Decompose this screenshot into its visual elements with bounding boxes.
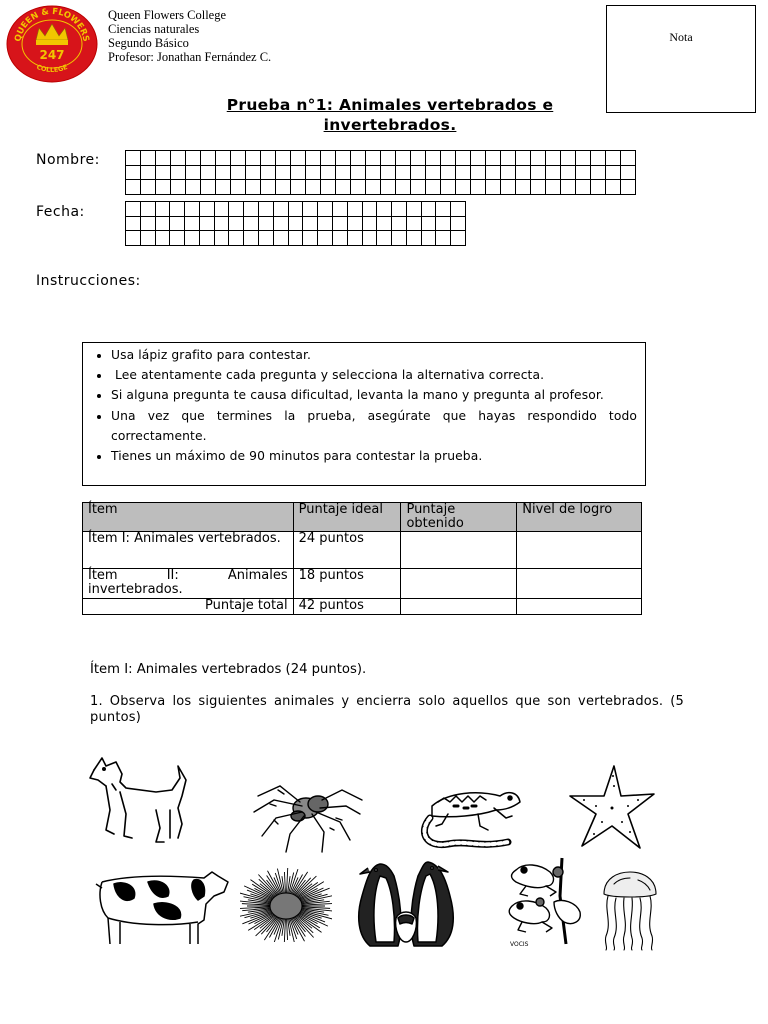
grid-cell[interactable] (381, 180, 396, 195)
subject: Ciencias naturales (108, 22, 200, 36)
grid-cell[interactable] (231, 151, 246, 166)
grid-cell[interactable] (289, 231, 304, 246)
instruction-item: • Tienes un máximo de 90 minutos para contestar la prueba. (111, 446, 637, 466)
grid-cell[interactable] (126, 231, 141, 246)
grid-cell[interactable] (156, 217, 171, 232)
grid-cell[interactable] (318, 231, 333, 246)
grid-cell[interactable] (451, 231, 466, 246)
row-obtained-cell[interactable] (401, 569, 517, 599)
grid-cell[interactable] (546, 180, 561, 195)
row-ideal: 18 puntos (293, 569, 401, 599)
table-row (83, 532, 642, 569)
total-label: Puntaje total (83, 599, 294, 615)
grid-cell[interactable] (141, 151, 156, 166)
grid-cell[interactable] (306, 180, 321, 195)
grid-cell[interactable] (456, 166, 471, 181)
row-item: Ítem I: Animales vertebrados. (83, 532, 294, 569)
grid-cell[interactable] (561, 166, 576, 181)
lizard-image[interactable] (408, 778, 532, 854)
row-obtained-cell[interactable] (401, 532, 517, 569)
header-level: Nivel de logro (517, 503, 642, 532)
grid-cell[interactable] (216, 151, 231, 166)
grid-cell[interactable] (561, 180, 576, 195)
sea-urchin-image[interactable] (240, 866, 332, 942)
table-row (83, 569, 642, 599)
row-level-cell[interactable] (517, 532, 642, 569)
grid-cell[interactable] (576, 151, 591, 166)
grid-cell[interactable] (407, 231, 422, 246)
grid-cell[interactable] (215, 202, 230, 217)
grid-cell[interactable] (451, 217, 466, 232)
grid-cell[interactable] (156, 180, 171, 195)
logo-text-top: QUEEN & FLOWERS (13, 6, 91, 43)
grade-level: Segundo Básico (108, 36, 189, 50)
grid-cell[interactable] (546, 151, 561, 166)
score-table (82, 502, 642, 615)
grid-cell[interactable] (396, 166, 411, 181)
grid-cell[interactable] (348, 217, 363, 232)
grid-cell[interactable] (185, 231, 200, 246)
grid-cell[interactable] (229, 202, 244, 217)
grid-cell[interactable] (215, 217, 230, 232)
grid-cell[interactable] (274, 217, 289, 232)
grid-cell[interactable] (381, 166, 396, 181)
grid-cell[interactable] (201, 180, 216, 195)
grid-cell[interactable] (351, 166, 366, 181)
grid-cell[interactable] (392, 217, 407, 232)
grid-cell[interactable] (171, 166, 186, 181)
grid-cell[interactable] (377, 217, 392, 232)
grid-cell[interactable] (501, 151, 516, 166)
instructions-box (82, 342, 646, 486)
grid-cell[interactable] (306, 166, 321, 181)
grid-cell[interactable] (261, 166, 276, 181)
grid-cell[interactable] (291, 166, 306, 181)
grid-cell[interactable] (351, 180, 366, 195)
grid-cell[interactable] (363, 217, 378, 232)
grid-cell[interactable] (246, 151, 261, 166)
grid-cell[interactable] (246, 166, 261, 181)
grid-cell[interactable] (291, 180, 306, 195)
grid-cell[interactable] (333, 231, 348, 246)
drawing-signature: VOCIS (510, 941, 529, 948)
grid-cell[interactable] (336, 180, 351, 195)
grid-cell[interactable] (336, 151, 351, 166)
grid-cell[interactable] (348, 231, 363, 246)
grid-cell[interactable] (333, 217, 348, 232)
header-ideal: Puntaje ideal (293, 503, 401, 532)
grid-cell[interactable] (576, 166, 591, 181)
grid-cell[interactable] (366, 166, 381, 181)
grid-cell[interactable] (170, 217, 185, 232)
grid-cell[interactable] (441, 180, 456, 195)
grid-cell[interactable] (407, 217, 422, 232)
grid-cell[interactable] (426, 166, 441, 181)
starfish-image[interactable] (566, 762, 658, 854)
page-title (150, 95, 630, 135)
grid-cell[interactable] (396, 180, 411, 195)
penguins-image[interactable] (350, 856, 464, 952)
grid-cell[interactable] (516, 166, 531, 181)
grid-cell[interactable] (606, 180, 621, 195)
grid-cell[interactable] (392, 202, 407, 217)
table-header-row (83, 503, 642, 532)
grid-cell[interactable] (261, 180, 276, 195)
college-logo (6, 4, 98, 84)
school-name: Queen Flowers College (108, 8, 227, 22)
grid-cell[interactable] (244, 217, 259, 232)
spider-image[interactable] (250, 778, 366, 856)
grid-cell[interactable] (216, 180, 231, 195)
grid-cell[interactable] (377, 231, 392, 246)
grid-cell[interactable] (126, 180, 141, 195)
grid-cell[interactable] (396, 151, 411, 166)
grid-cell[interactable] (303, 231, 318, 246)
date-input-grid[interactable] (125, 201, 466, 246)
instruction-item: • Usa lápiz grafito para contestar. (111, 345, 637, 365)
grid-cell[interactable] (231, 166, 246, 181)
grid-cell[interactable] (246, 180, 261, 195)
grid-cell[interactable] (141, 231, 156, 246)
grid-cell[interactable] (274, 202, 289, 217)
grid-cell[interactable] (156, 166, 171, 181)
grid-cell[interactable] (186, 180, 201, 195)
grid-cell[interactable] (486, 151, 501, 166)
grid-cell[interactable] (501, 180, 516, 195)
name-input-grid[interactable] (125, 150, 636, 195)
grid-cell[interactable] (156, 231, 171, 246)
grid-cell[interactable] (231, 180, 246, 195)
grid-cell[interactable] (216, 166, 231, 181)
grid-cell[interactable] (185, 202, 200, 217)
grid-cell[interactable] (606, 166, 621, 181)
grid-cell[interactable] (306, 151, 321, 166)
header-obtained: Puntaje obtenido (401, 503, 517, 532)
grid-cell[interactable] (185, 217, 200, 232)
grid-cell[interactable] (321, 166, 336, 181)
grid-cell[interactable] (291, 151, 306, 166)
grid-cell[interactable] (591, 180, 606, 195)
grid-cell[interactable] (244, 202, 259, 217)
grid-cell[interactable] (471, 151, 486, 166)
cow-image[interactable] (94, 864, 232, 948)
instruction-item: • Lee atentamente cada pregunta y selecciona la alternativa correcta. (111, 365, 637, 385)
grid-cell[interactable] (422, 231, 437, 246)
logo-number: 247 (39, 48, 65, 62)
instructions-label: Instrucciones: (36, 273, 141, 289)
grid-cell[interactable] (591, 166, 606, 181)
grid-cell[interactable] (576, 180, 591, 195)
grid-cell[interactable] (411, 166, 426, 181)
grid-cell[interactable] (366, 180, 381, 195)
grid-cell[interactable] (303, 202, 318, 217)
grid-cell[interactable] (591, 151, 606, 166)
grid-cell[interactable] (531, 180, 546, 195)
date-label: Fecha: (36, 204, 85, 220)
grid-cell[interactable] (318, 202, 333, 217)
header-item: Ítem (83, 503, 294, 532)
grid-cell[interactable] (126, 151, 141, 166)
grid-cell[interactable] (456, 151, 471, 166)
grid-cell[interactable] (229, 217, 244, 232)
grid-cell[interactable] (126, 166, 141, 181)
grid-cell[interactable] (486, 166, 501, 181)
teacher: Profesor: Jonathan Fernández C. (108, 50, 272, 64)
grid-cell[interactable] (200, 202, 215, 217)
grid-cell[interactable] (456, 180, 471, 195)
grid-cell[interactable] (441, 166, 456, 181)
grid-cell[interactable] (436, 202, 451, 217)
grid-cell[interactable] (366, 151, 381, 166)
grid-cell[interactable] (486, 180, 501, 195)
grid-cell[interactable] (170, 202, 185, 217)
grid-cell[interactable] (141, 202, 156, 217)
grid-cell[interactable] (348, 202, 363, 217)
grid-cell[interactable] (441, 151, 456, 166)
grid-cell[interactable] (377, 202, 392, 217)
grid-cell[interactable] (422, 217, 437, 232)
grid-cell[interactable] (621, 151, 636, 166)
grid-cell[interactable] (436, 231, 451, 246)
total-level-cell[interactable] (517, 599, 642, 615)
grade-label: Nota (669, 30, 693, 44)
grid-cell[interactable] (259, 217, 274, 232)
grid-cell[interactable] (546, 166, 561, 181)
row-item: Ítem II: Animales invertebrados. (83, 569, 294, 599)
grid-cell[interactable] (141, 180, 156, 195)
grid-cell[interactable] (422, 202, 437, 217)
grid-cell[interactable] (426, 180, 441, 195)
frogs-image[interactable] (506, 856, 590, 948)
row-level-cell[interactable] (517, 569, 642, 599)
logo-text-bottom: COLLEGE (35, 62, 69, 75)
grid-cell[interactable] (333, 202, 348, 217)
grid-cell[interactable] (436, 217, 451, 232)
grid-cell[interactable] (276, 180, 291, 195)
name-label: Nombre: (36, 152, 100, 168)
question-1: 1. Observa los siguientes animales y encierra solo aquellos que son vertebrados. (5 puntos) (90, 694, 684, 725)
grid-cell[interactable] (321, 180, 336, 195)
title-line-1: Prueba n°1: Animales vertebrados e (226, 96, 554, 114)
grid-cell[interactable] (126, 202, 141, 217)
grid-cell[interactable] (201, 151, 216, 166)
grid-cell[interactable] (276, 166, 291, 181)
grid-cell[interactable] (170, 231, 185, 246)
grid-cell[interactable] (411, 180, 426, 195)
row-ideal: 24 puntos (293, 532, 401, 569)
grid-cell[interactable] (516, 180, 531, 195)
grid-cell[interactable] (318, 217, 333, 232)
grid-cell[interactable] (201, 166, 216, 181)
grid-cell[interactable] (215, 231, 230, 246)
grid-cell[interactable] (186, 151, 201, 166)
grid-cell[interactable] (171, 151, 186, 166)
grid-cell[interactable] (621, 166, 636, 181)
total-obtained-cell[interactable] (401, 599, 517, 615)
jellyfish-image[interactable] (598, 870, 662, 952)
grid-cell[interactable] (336, 166, 351, 181)
grid-cell[interactable] (261, 151, 276, 166)
grid-cell[interactable] (141, 217, 156, 232)
grid-cell[interactable] (531, 166, 546, 181)
instruction-item: • Si alguna pregunta te causa dificultad, levanta la mano y pregunta al profesor. (111, 385, 637, 405)
grid-cell[interactable] (471, 180, 486, 195)
total-value: 42 puntos (293, 599, 401, 615)
school-info (108, 8, 271, 64)
grid-cell[interactable] (229, 231, 244, 246)
grid-cell[interactable] (303, 217, 318, 232)
grid-cell[interactable] (156, 151, 171, 166)
section-title: Ítem I: Animales vertebrados (24 puntos). (90, 662, 367, 677)
title-line-2: invertebrados. (323, 116, 457, 134)
grid-cell[interactable] (621, 180, 636, 195)
grid-cell[interactable] (276, 151, 291, 166)
grid-cell[interactable] (426, 151, 441, 166)
grid-cell[interactable] (606, 151, 621, 166)
grid-cell[interactable] (200, 217, 215, 232)
grid-cell[interactable] (561, 151, 576, 166)
grid-cell[interactable] (451, 202, 466, 217)
grid-cell[interactable] (392, 231, 407, 246)
grid-cell[interactable] (141, 166, 156, 181)
grid-cell[interactable] (381, 151, 396, 166)
grid-cell[interactable] (171, 180, 186, 195)
dog-image[interactable] (86, 752, 202, 848)
grid-cell[interactable] (259, 202, 274, 217)
grid-cell[interactable] (363, 231, 378, 246)
grid-cell[interactable] (289, 202, 304, 217)
grid-cell[interactable] (363, 202, 378, 217)
grid-cell[interactable] (407, 202, 422, 217)
grid-cell[interactable] (186, 166, 201, 181)
grid-cell[interactable] (411, 151, 426, 166)
grid-cell[interactable] (156, 202, 171, 217)
grid-cell[interactable] (244, 231, 259, 246)
grid-cell[interactable] (289, 217, 304, 232)
grid-cell[interactable] (501, 166, 516, 181)
grid-cell[interactable] (516, 151, 531, 166)
grid-cell[interactable] (200, 231, 215, 246)
grid-cell[interactable] (321, 151, 336, 166)
grid-cell[interactable] (471, 166, 486, 181)
instruction-item: • Una vez que termines la prueba, asegúrate que hayas respondido todo correctamente. (111, 406, 637, 446)
grid-cell[interactable] (531, 151, 546, 166)
total-row (83, 599, 642, 615)
grid-cell[interactable] (126, 217, 141, 232)
grid-cell[interactable] (351, 151, 366, 166)
grid-cell[interactable] (259, 231, 274, 246)
grid-cell[interactable] (274, 231, 289, 246)
